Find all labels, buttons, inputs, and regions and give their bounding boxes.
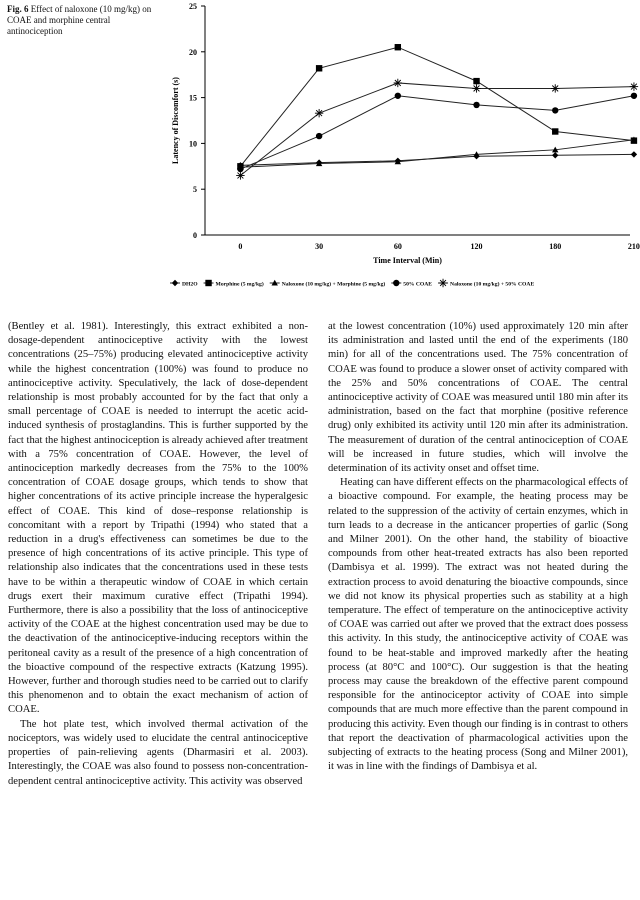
paragraph: Heating can have different effects on the pharmacological effects of a bioactive compound. For example, the heating process may be related to the suppression of the activity of certain enzymes, which in turn leads to a decrease in the anticancer properties of garlic (Song and Milner 2001). On the other hand, the stability of bioactive compounds from other heat-treated extracts has also been reported (Dambisya et al. 1999). The extract was not heated during the extraction process to avoid denaturing the bioactive compounds, since we did not know its physical properties such as stability at a high temperature. The effect of temperature on the antinociceptive activity of COAE was carried out after we proved that the extract does possess this activity. In this study, the antinociceptive activity of COAE was found to be heat-stable and improved markedly after the heating process (at 80°C and 100°C). Our suggestion is that the heating process may cause the breakdown of the effective parent compound responsible for the antinociceptor activity of COAE into simple compounds that are much more effective than the parent compound in producing this activity. Even though our finding is in contrast to others that report the deactivation of pharmacological activities upon the subjecting of extracts to the heating process (Song and Milner 2001), it was in line with the findings of Dambisya et al. [328,477,629,773]
data-point [473,102,479,108]
series-0 [237,151,637,168]
text-column-right [328,320,628,775]
data-point [552,128,558,134]
legend-marker [393,280,399,286]
y-tick-label: 5 [193,185,197,195]
legend-item [270,280,386,288]
x-tick-label: 210 [627,242,640,251]
data-point [551,84,559,92]
y-tick-label: 10 [189,139,197,149]
figure-caption-label: Fig. 6 [7,4,29,14]
legend-item [170,280,198,288]
paragraph: (Bentley et al. 1981). Interestingly, this extract exhibited a non-dosage-dependent antinociceptive activity with the lowest concentrations (25–75%) producing elevated antinociceptive activity while the highest concentration (100%) was found to produce no antinociceptive activity. Speculatively, the lack of dose-dependent relationship is most probably accounted for by the fact that only a small percentage of COAE is needed to interrupt the acetic acid-induced synthesis of prostaglandins. This is further supported by the fact that the highest antinociception is already achieved after treatment with a 75% concentration of COAE. However, the level of antinociception markedly decreases from the 75% to the 100% concentration of COAE dosage groups, which tends to show that higher concentrations of its active principle increase the hyperalgesic effect of COAE. This kind of dose–response relationship is concomitant with a report by Tripathi (1994) who stated that a reduction in a drug's effectiveness can sometimes be due to the presence of high concentrations of its active principle. This type of relationship also indicates that the concentrations used in these tests have to be within a therapeutic window of COAE in which certain drugs exert their maximum curative effect (Tripathi 1994). Furthermore, there is also a possibility that the loss of antinociceptive activity of the COAE at the highest concentration used may be due to the deactivation of the antinociceptive-inducing receptors within the peritoneal cavity as a result of the presence of a high concentration of the bioactive compound of the respective extracts (Katzung 1995). However, further and thorough studies need to be carried out to clarify this phenomenon and to obtain the exact mechanism of action of COAE. [8,321,308,716]
data-point [395,93,401,99]
data-point [552,152,558,158]
chart-series [236,44,638,180]
y-tick-label: 0 [193,231,197,240]
figure-caption [7,4,167,37]
x-tick-label: 30 [315,242,324,251]
paragraph: The hot plate test, which involved thermal activation of the nociceptors, was widely used to elucidate the central antinociceptive properties of pain-relieving agents (Dharmasiri et al. 2003). Interestingly, the COAE was also found to possess non-concentration-dependent central antinociceptive activity. This activity was observed [8,718,308,787]
legend-marker [205,280,211,286]
series-2 [237,137,637,170]
data-point [472,84,480,92]
series-3 [237,93,637,173]
y-tick-label: 25 [189,2,197,11]
x-axis-label: Time Interval (Min) [373,256,442,265]
y-tick-label: 15 [189,93,197,103]
legend-item [204,280,264,288]
legend-marker [172,280,178,286]
x-tick-label: 60 [393,242,402,251]
y-tick-label: 20 [189,47,197,57]
figure-caption-text: Effect of naloxone (10 mg/kg) on COAE and morphine central antinociception [7,4,152,36]
data-point [552,107,558,113]
legend-item [391,280,432,288]
x-tick-label: 120 [470,242,483,251]
data-point [630,82,638,90]
legend-marker [439,279,447,287]
text-column-left [8,320,308,789]
legend-label: 50% COAE [403,281,433,288]
data-point [473,78,479,84]
data-point [316,133,322,139]
legend-label: Morphine (5 mg/kg) [215,281,264,288]
data-point [316,65,322,71]
legend-label: DH2O [182,281,198,288]
x-tick-label: 180 [549,242,562,251]
legend-label: Naloxone (10 mg/kg) + Morphine (5 mg/kg) [281,281,386,288]
line-chart [168,0,640,300]
legend-item [438,279,534,288]
legend-label: Naloxone (10 mg/kg) + 50% COAE [450,281,535,288]
x-tick-label: 0 [238,242,243,251]
chart-legend [170,279,534,288]
data-point [394,79,402,87]
data-point [631,151,637,157]
paragraph: at the lowest concentration (10%) used approximately 120 min after its administration and lasted until the end of the experiments (180 min) for all of the concentrations used. The 75% concentration of COAE was found to produce a slower onset of activity compared with the 25% and 50% concentrations of COAE. The central antinociceptive activity of COAE was measured until 180 min after its administration, based on the fact that morphine (positive reference drug) only exhibited its activity until 120 min after its administration. The measurement of duration of the central antinociception of COAE will be increased in future studies, which will involve the determination of its activity onset and offset time. [328,321,628,475]
data-point [395,44,401,50]
series-line [240,154,634,165]
series-line [240,83,634,176]
data-point [631,93,637,99]
y-axis-label: Latency of Discomfort (s) [171,77,180,164]
